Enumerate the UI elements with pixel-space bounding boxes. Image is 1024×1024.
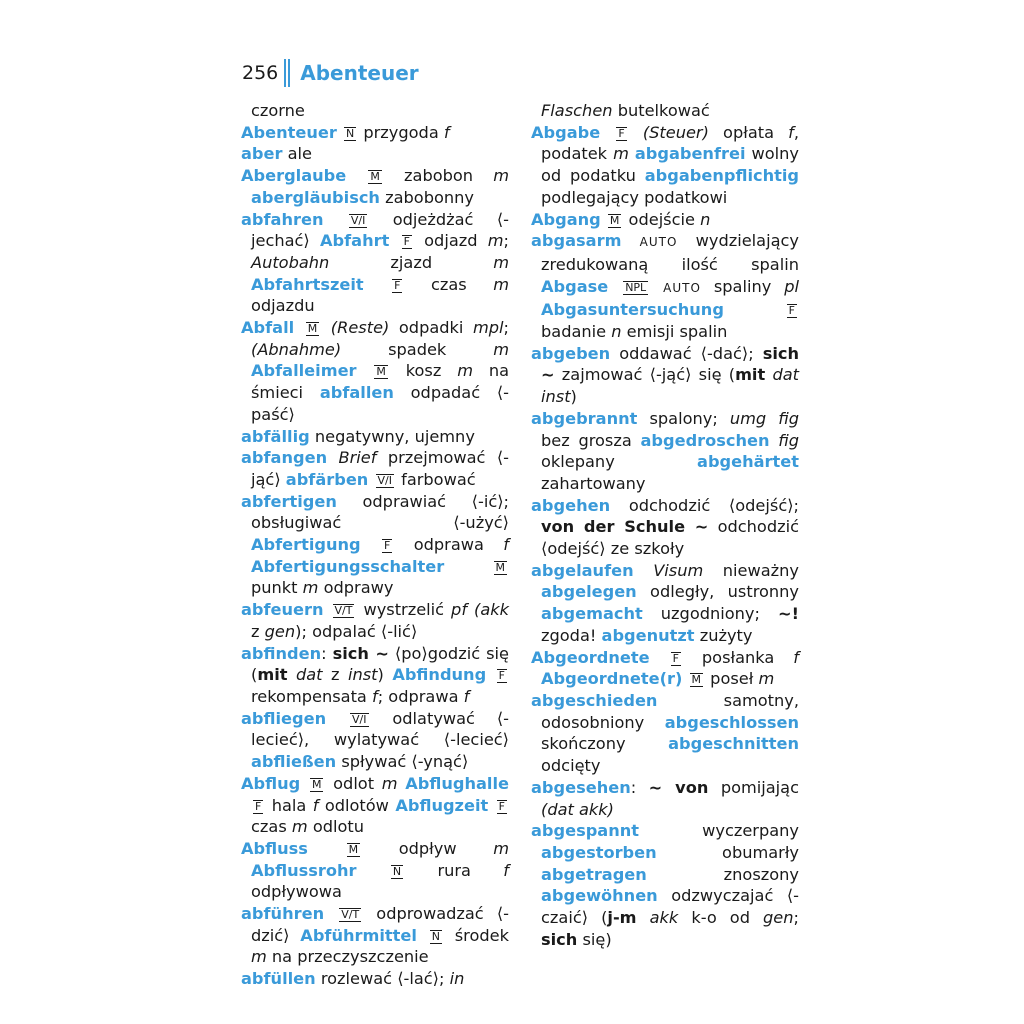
entry-text [486,665,494,684]
dictionary-entry [531,495,799,560]
entry-text: środek [443,925,509,945]
entry-text: odlot [325,773,382,793]
entry-text: odpływowa [251,882,342,902]
bold-text: mit [735,365,766,385]
grammar-label: V/T [341,908,360,922]
entry-text: czorne [251,101,305,120]
headword: Abgeordnete [531,647,650,667]
entry-text [324,904,337,923]
entry-continuation [531,100,799,122]
headword: Abgase [541,276,609,296]
italic-text: m [291,817,308,837]
entry-text [601,210,606,229]
headword: Abgeordnete(r) [541,669,683,689]
grammar-label: M [348,842,359,856]
headword: abgehen [531,495,611,515]
entry-text [368,470,373,489]
headword: abgetragen [541,864,647,884]
dictionary-entry [531,690,799,777]
grammar-label: M [609,213,620,227]
entry-text: czas [251,817,292,837]
entry-text: odchodzić ⟨odejść⟩ ze szkoły [541,517,799,559]
dictionary-entry [241,599,509,642]
italic-text: umg fig [729,408,799,428]
headword: abgeben [531,343,611,363]
grammar-label: N [431,929,440,943]
entry-text: ); odpalać ⟨-lić⟩ [295,621,418,641]
entry-text [488,796,494,815]
grammar-label: F [498,669,505,683]
entry-text: odcięty [541,756,601,776]
entry-text: odchodzić ⟨odejść⟩; [610,495,799,515]
bold-text: von der Schule ~ [541,517,709,537]
entry-text: ; odprawa [377,686,464,706]
dictionary-entry [241,447,509,490]
dictionary-entry [531,230,799,343]
grammar-label: V/I [350,213,366,227]
entry-text: spaliny [700,276,785,296]
dictionary-entry [241,317,509,426]
italic-text: (Abnahme) [251,339,342,359]
headword: abfällig [241,426,310,446]
headword: Abfahrt [320,231,390,251]
entry-text: zajmować ⟨-jąć⟩ się ( [554,365,736,385]
entry-text: k-o od [678,908,764,928]
italic-text: f [372,686,378,706]
italic-text: m [493,252,509,272]
entry-text: : [630,777,649,797]
dictionary-entry [241,968,509,990]
italic-text: m [493,274,509,294]
headword: Abfindung [392,665,487,685]
headword: abfüllen [241,969,316,989]
entry-text: rekompensata [251,686,372,706]
headword: abgasarm [531,231,622,251]
entry-text: wyczerpany [639,821,799,841]
italic-text: inst [347,665,378,685]
left-column [241,100,509,990]
bold-text: sich ~ [332,643,389,663]
grammar-label: F [788,304,795,318]
grammar-label: M [691,673,702,687]
grammar-label: M [370,170,380,184]
entry-text: odprowadzać ⟨-dzić⟩ [251,904,509,945]
entry-text [337,123,342,142]
entry-text: uzgodniony; [642,604,779,624]
entry-text: rura [405,860,504,880]
entry-text: ale [282,144,313,164]
page-number: 256 [242,62,279,84]
entry-text: ; [793,908,799,928]
italic-text: Autobahn [251,252,330,272]
entry-text: , podatek [541,122,799,164]
headword: abgesehen [531,777,631,797]
headword: abgabenpflichtig [644,166,799,186]
headword: Abfall [241,318,295,338]
grammar-label: F [618,126,625,140]
entry-text: spływać ⟨-ynąć⟩ [336,752,469,772]
italic-text: f [788,122,794,142]
headword: abgemacht [541,604,643,624]
dictionary-entry [531,560,799,647]
entry-text: nieważny [703,560,799,580]
italic-text: m [493,838,509,858]
headword: Abfalleimer [251,361,357,381]
dictionary-entry [531,777,799,820]
entry-text [770,431,779,450]
entry-text: spadek [341,339,494,359]
headword: abgewöhnen [541,886,658,906]
entry-text [357,361,373,380]
entry-text: z [251,621,265,641]
italic-text: mpl [472,318,504,338]
italic-text: akk [649,908,679,928]
dictionary-entry [241,643,509,708]
entry-text: zużyty [694,625,753,645]
italic-text: (Reste) [330,318,390,338]
entry-text [637,908,650,927]
entry-text: odlotu [307,817,365,837]
entry-text: odjazd [413,231,488,251]
entry-text: czas [404,274,494,294]
headword: Abgasuntersuchung [541,300,724,320]
entry-text [650,648,669,667]
headword: aber [241,144,283,164]
dictionary-entry [241,838,509,903]
headword: abfangen [241,448,328,468]
entry-text: odlotów [318,795,396,815]
dictionary-entry [241,903,509,968]
italic-text: Flaschen [541,101,613,120]
entry-text [389,231,399,250]
headword: abgeschieden [531,690,658,710]
running-head: Abenteuer [300,61,419,85]
grammar-label: NPL [625,280,647,294]
headword: abfeuern [241,600,324,620]
entry-text [308,839,345,858]
italic-text: m [493,166,509,186]
grammar-label: F [672,651,679,665]
entry-text [346,166,366,185]
headword: Abfluss [241,838,308,858]
headword: abgenutzt [601,625,695,645]
dictionary-entry [531,408,799,495]
headword: Abfahrtszeit [251,274,364,294]
bold-text: j-m [607,908,637,928]
headword: Abenteuer [241,122,337,142]
headword: abgestorben [541,842,657,862]
italic-text: f [793,647,799,667]
dictionary-entry [241,143,509,165]
entry-text: rozlewać ⟨-lać⟩; [315,969,450,989]
grammar-label: N [345,126,355,140]
entry-text: ) [570,387,577,407]
entry-text: pomijając [708,777,799,797]
dictionary-entry [241,122,509,144]
entry-text: odlatywać ⟨-lecieć⟩, wylatywać ⟨-lecieć⟩ [251,708,509,750]
italic-text: fig [778,430,799,450]
entry-text: wolny od podatku [541,144,799,186]
entry-text: odpływ [362,838,494,858]
dictionary-entry [241,491,509,600]
dictionary-entry [531,820,799,950]
grammar-label: V/T [334,604,353,618]
headword: Abgabe [531,122,601,142]
entry-text [326,709,348,728]
entry-text: z [322,665,348,685]
entry-text [357,861,389,880]
page-header [242,58,419,88]
entry-text: odejście [623,209,701,229]
entry-text: znoszony [646,864,799,884]
entry-text: odprawiać ⟨-ić⟩; obsługiwać ⟨-użyć⟩ [251,491,509,533]
entry-text: opłata [708,122,789,142]
entry-text: poseł [705,669,759,689]
headword: abfärben [285,469,369,489]
headword: Abflughalle [405,773,509,793]
entry-text: posłanka [682,647,794,667]
headword: Abflugzeit [395,795,489,815]
entry-text: oklepany [541,452,698,472]
dictionary-entry [241,209,509,318]
header-separator [284,59,290,87]
entry-text: ⟨po⟩godzić się ( [251,643,509,685]
dictionary-entry [531,343,799,408]
entry-text: skończony [541,734,669,754]
entry-text [300,774,308,793]
entry-text: butelkować [612,101,710,120]
entry-text [324,600,331,619]
entry-text: przygoda [358,122,444,142]
entry-text: odpadki [389,318,473,338]
entry-text [682,669,687,688]
entry-text: zahartowany [541,473,646,493]
entry-text: odprawy [318,578,394,598]
entry-text [294,318,304,337]
entry-text: kosz [389,361,458,381]
entry-text [629,123,643,142]
entry-text [724,300,785,319]
italic-text: (Steuer) [642,122,709,142]
entry-text: badanie [541,322,612,342]
headword: abgehärtet [697,452,799,472]
dictionary-entry [241,426,509,448]
entry-text [364,275,391,294]
dictionary-entry [531,209,799,231]
headword: abgeschnitten [668,734,799,754]
headword: abgelegen [541,582,637,602]
entry-text: zabobon [383,166,494,186]
entry-text: zgoda! [541,625,602,645]
headword: Abgang [531,209,601,229]
headword: Abführmittel [300,925,417,945]
italic-text: dat [295,665,323,685]
entry-text [634,561,654,580]
entry-text: podlegający podatkowi [541,187,728,207]
italic-text: gen [763,908,794,928]
entry-text: ; [503,231,509,251]
italic-text: m [758,669,775,689]
entry-text: : [321,643,333,663]
entry-text: na śmieci [251,361,509,403]
headword: Abflussrohr [251,860,357,880]
entry-text: oddawać ⟨-dać⟩; [610,343,763,363]
entry-text: zabobonny [379,187,474,207]
italic-text: n [611,322,622,342]
entry-text: przejmować ⟨-jąć⟩ [251,448,509,489]
right-column [531,100,799,950]
italic-text: f [463,686,470,706]
grammar-label: F [394,278,401,292]
grammar-label: V/I [352,712,367,726]
entry-text: spalony; [637,408,730,428]
italic-text: m [457,361,473,381]
entry-text: odzwyczajać ⟨-czaić⟩ ( [541,886,799,928]
headword: Aberglaube [241,166,347,186]
entry-text [444,557,491,576]
grammar-label: F [384,539,391,553]
italic-text: dat inst [541,365,799,407]
headword: abfahren [241,209,324,229]
italic-text: Visum [653,560,704,580]
label-smallcaps: AUTO [663,280,701,295]
italic-text: f [503,860,509,880]
entry-text [324,210,347,229]
grammar-label: F [403,235,410,249]
grammar-label: M [376,365,386,379]
entry-text: ; [503,318,509,338]
entry-text: odpadać ⟨-paść⟩ [251,383,510,424]
dictionary-entry [531,122,799,209]
italic-text: f [503,535,509,555]
headword: abgelaufen [531,560,634,580]
entry-continuation [241,100,509,122]
entry-text [621,231,639,250]
entry-text: ) [377,665,393,685]
italic-text: pf (akk [451,600,509,620]
italic-text: n [700,209,711,229]
italic-text: f [443,122,450,142]
headword: abfallen [319,383,394,403]
dictionary-entry [241,165,509,208]
grammar-label: F [498,799,505,813]
entry-text [287,665,295,684]
entry-text [321,318,331,337]
dictionary-entry [241,773,509,838]
entry-text: wystrzelić [356,600,452,620]
italic-text: m [613,144,629,164]
entry-text: się) [577,929,612,949]
headword: abführen [241,904,325,924]
italic-text: f [312,795,319,815]
entry-text: bez grosza [541,430,641,450]
entry-text: zjazd [329,252,494,272]
entry-text: odległy, ustronny [636,582,799,602]
italic-text: pl [784,276,799,296]
entry-text: na przeczyszczenie [266,947,429,967]
entry-text: wydzielający zredukowaną ilość spalin [541,231,799,274]
italic-text: m [487,231,504,251]
grammar-label: V/I [377,473,392,487]
entry-text [608,277,621,296]
entry-text [327,448,338,467]
entry-text: obumarły [656,842,799,862]
bold-text: ~! [778,604,799,624]
headword: abgeschlossen [664,712,799,732]
headword: Abflug [241,773,301,793]
bold-text: sich [541,929,578,949]
entry-text: samotny, odosobniony [541,690,799,732]
headword: abfinden [241,643,322,663]
headword: abgespannt [531,821,640,841]
entry-text [650,277,663,296]
headword: abfliegen [241,708,327,728]
bold-text: sich ~ [541,343,799,385]
entry-text: farbować [395,469,476,489]
italic-text: (dat akk) [541,799,614,819]
entry-text [361,535,380,554]
headword: abgebrannt [531,408,638,428]
italic-text: m [493,339,509,359]
grammar-label: M [307,322,318,336]
dictionary-entry [531,647,799,690]
entry-text: punkt [251,578,303,598]
grammar-label: M [495,560,505,574]
entry-text: emisji spalin [621,322,728,342]
entry-text: odjazdu [251,296,315,316]
headword: abgabenfrei [634,144,746,164]
entry-text [417,926,428,945]
grammar-label: F [255,799,262,813]
headword: Abfertigungsschalter [251,556,445,576]
bold-text: mit [257,665,288,685]
headword: abgedroschen [640,430,770,450]
entry-text: negatywny, ujemny [309,426,475,446]
italic-text: m [381,773,398,793]
entry-text [600,123,614,142]
grammar-label: M [311,777,322,791]
entry-text: hala [265,795,313,815]
italic-text: in [449,969,465,989]
italic-text: Brief [338,448,377,468]
entry-text: odprawa [394,535,504,555]
italic-text: m [251,947,267,967]
headword: Abfertigung [251,535,361,555]
grammar-label: N [392,864,402,878]
dictionary-entry [241,708,509,773]
italic-text: gen [264,621,296,641]
bold-text: ~ von [648,777,709,797]
headword: abfließen [251,752,337,772]
label-smallcaps: AUTO [639,235,678,250]
italic-text: m [302,578,319,598]
entry-text: odjeżdżać ⟨-jechać⟩ [251,209,509,251]
headword: abergläubisch [251,187,380,207]
headword: abfertigen [241,491,337,511]
